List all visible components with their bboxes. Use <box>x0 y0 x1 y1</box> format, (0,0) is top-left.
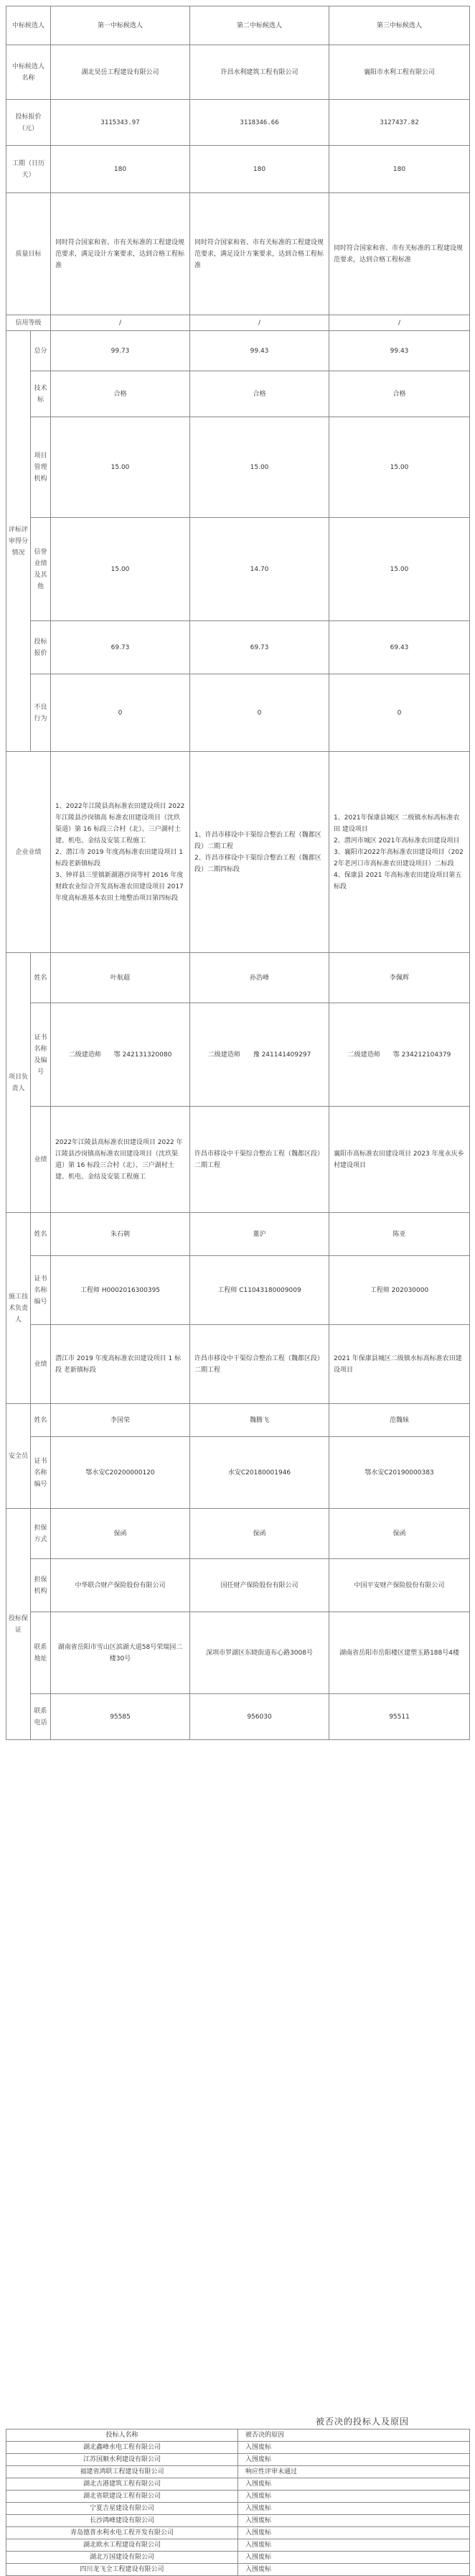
tech-lead-perf-3: 2021 年保康县城区二级镇水标高标准农田建设项目 <box>329 1325 470 1404</box>
project-lead-cert-row <box>6 1003 470 1107</box>
quality-3: 同时符合国家和省、市有关标准的工程建设规范要求，达到合格工程标准 <box>329 193 470 315</box>
tech-lead-perf-label: 业绩 <box>31 1325 51 1404</box>
bid-price-3: 3127437.82 <box>329 100 470 146</box>
rejected-header-row <box>6 2429 470 2442</box>
rejected-name: 湖北古港建筑工程有限公司 <box>6 2478 238 2491</box>
eval-row-total <box>6 331 470 371</box>
performance-label: 企业业绩 <box>6 752 51 953</box>
rejected-reason: 入围废标 <box>238 2491 470 2503</box>
guarantee-type-row <box>6 1509 470 1559</box>
project-lead-perf-label: 业绩 <box>31 1107 51 1213</box>
rejected-row <box>6 2466 470 2478</box>
guarantee-type-3: 保函 <box>329 1509 470 1559</box>
performance-third-item: 2、潜河市城区 2021年高标准农田建设项目 <box>334 837 460 845</box>
first-candidate-header: 第一中标候选人 <box>51 6 190 45</box>
performance-second <box>190 752 329 953</box>
bid-price-row <box>6 100 470 146</box>
tech-lead-name-3: 陈亚 <box>329 1213 470 1256</box>
safety-name-row <box>6 1404 470 1437</box>
performance-third-item: 4、保康县 2021 年高标准农田建设项目第五标段 <box>334 871 462 891</box>
duration-2: 180 <box>190 146 329 193</box>
performance-second-item: 2、许昌市移设中干渠综合整治工程（魏都区段）二期四标段 <box>194 854 321 873</box>
project-lead-name-1: 叶航超 <box>51 953 190 1003</box>
guarantee-org-3: 中国平安财产保险股份有限公司 <box>329 1559 470 1612</box>
eval-price-3: 69.43 <box>329 621 470 674</box>
guarantee-org-row <box>6 1559 470 1612</box>
performance-first-item: 3、钟祥县三里镇新湖港沙岗等村 2016 年度财政农业综合开发高标准农田建设项目 2017 年度高标准基本农田土地整治项目第四标段 <box>55 871 184 902</box>
rejected-row <box>6 2539 470 2552</box>
rejected-reason: 入围废标 <box>238 2478 470 2491</box>
eval-reputation-1: 15.00 <box>51 518 190 621</box>
project-lead-name-2: 孙浩峰 <box>190 953 329 1003</box>
third-candidate-header: 第三中标候选人 <box>329 6 470 45</box>
credit-2: / <box>190 315 329 331</box>
quality-2: 同时符合国家和省、市有关标准的工程建设规范要求，满足设计方案要求，达到合格工程标准 <box>190 193 329 315</box>
project-lead-cert-2: 二级建造师 豫 241141409297 <box>190 1003 329 1107</box>
rejected-row <box>6 2515 470 2527</box>
duration-row <box>6 146 470 193</box>
rejected-reason: 入围废标 <box>238 2539 470 2552</box>
header-row <box>6 6 470 45</box>
rejected-name: 湖北省联建设工程有限公司 <box>6 2491 238 2503</box>
candidate-name-2: 许昌水利建筑工程有限公司 <box>190 45 329 100</box>
guarantee-address-row <box>6 1612 470 1694</box>
eval-label-reputation: 信誉业绩及其他 <box>31 518 51 621</box>
name-row <box>6 45 470 100</box>
guarantee-org-2: 国任财产保险股份有限公司 <box>190 1559 329 1612</box>
safety-cert-2: 水安C20180001946 <box>190 1437 329 1509</box>
eval-management-2: 15.00 <box>190 417 329 518</box>
second-candidate-header: 第二中标候选人 <box>190 6 329 45</box>
guarantee-type-2: 保函 <box>190 1509 329 1559</box>
bid-price-label: 投标报价（元） <box>6 100 51 146</box>
performance-first-item: 1、2022年江陵县高标准农田建设项目 2022 年江陵县沙岗镇高 标准农田建设项目（沈玖渠道）第 16 标段三合村（北）、三户湖村土建、机电、金结及安装工程施工 <box>55 802 185 845</box>
performance-row <box>6 752 470 953</box>
rejected-reason: 入围废标 <box>238 2442 470 2454</box>
eval-technical-3: 合格 <box>329 371 470 417</box>
eval-row-technical <box>6 371 470 417</box>
tech-lead-perf-2: 许昌市移设中干渠综合整治工程（魏都区段）二期工程 <box>190 1325 329 1404</box>
safety-cert-3: 鄂水安C20190000383 <box>329 1437 470 1509</box>
eval-label-total: 总分 <box>31 331 51 371</box>
eval-total-2: 99.43 <box>190 331 329 371</box>
rejected-reason: 入围废标 <box>238 2503 470 2515</box>
project-lead-perf-2: 许昌市移设中干渠综合整治工程（魏都区段）二期工程 <box>190 1107 329 1213</box>
rejected-reason: 入围废标 <box>238 2454 470 2466</box>
eval-management-3: 15.00 <box>329 417 470 518</box>
tech-lead-name-row <box>6 1213 470 1256</box>
rejected-name: 江苏国顺水利建设有限公司 <box>6 2454 238 2466</box>
tech-lead-perf-row <box>6 1325 470 1404</box>
eval-reputation-2: 14.70 <box>190 518 329 621</box>
rejected-row <box>6 2527 470 2539</box>
rejected-col-name: 投标人名称 <box>6 2429 238 2442</box>
project-lead-name-label: 姓名 <box>31 953 51 1003</box>
guarantee-type-1: 保函 <box>51 1509 190 1559</box>
tech-lead-name-2: 董沪 <box>190 1213 329 1256</box>
rejected-name: 福建省鸿联工程建设有限公司 <box>6 2466 238 2478</box>
safety-cert-1: 鄂水安C20200000120 <box>51 1437 190 1509</box>
eval-technical-2: 合格 <box>190 371 329 417</box>
bid-price-1: 3115343.97 <box>51 100 190 146</box>
tech-lead-perf-1: 潜江市 2019 年度高标准农田建设项目 1 标段 老新镇标段 <box>51 1325 190 1404</box>
rejected-row <box>6 2442 470 2454</box>
tech-lead-cert-label: 证书名称编号 <box>31 1256 51 1325</box>
rejected-reason: 入围废标 <box>238 2527 470 2539</box>
candidate-label: 中标候选人 <box>6 6 51 45</box>
candidate-name-3: 襄阳市水利工程有限公司 <box>329 45 470 100</box>
eval-label-management: 项目管理机构 <box>31 417 51 518</box>
eval-bad-2: 0 <box>190 674 329 752</box>
rejected-name: 青岛德普水利水电工程开发有限公司 <box>6 2527 238 2539</box>
rejected-row <box>6 2454 470 2466</box>
credit-3: / <box>329 315 470 331</box>
bid-price-2: 3118346.66 <box>190 100 329 146</box>
duration-3: 180 <box>329 146 470 193</box>
tech-lead-cert-row <box>6 1256 470 1325</box>
guarantee-phone-1: 95585 <box>51 1694 190 1740</box>
rejected-reason: 入围废标 <box>238 2515 470 2527</box>
credit-label: 信用等级 <box>6 315 51 331</box>
eval-label-bad-behavior: 不良行为 <box>31 674 51 752</box>
project-lead-perf-row <box>6 1107 470 1213</box>
project-lead-perf-3: 襄阳市高标准农田建设项目 2023 年度永庆乡村建设项目 <box>329 1107 470 1213</box>
rejected-row <box>6 2503 470 2515</box>
candidate-name-1: 湖北昊岳工程建设有限公司 <box>51 45 190 100</box>
rejected-row <box>6 2552 470 2564</box>
eval-total-1: 99.73 <box>51 331 190 371</box>
guarantee-group-label: 投标保证 <box>6 1509 31 1740</box>
safety-name-label: 姓名 <box>31 1404 51 1437</box>
guarantee-phone-3: 95511 <box>329 1694 470 1740</box>
eval-bad-1: 0 <box>51 674 190 752</box>
project-lead-perf-1: 2022年江陵县高标准农田建设项目 2022 年江陵县沙岗镇高标准农田建设项目（沈玖渠道）第 16 标段三合村（北）、三户湖村土建、机电、金结及安装工程施工 <box>51 1107 190 1213</box>
rejected-row <box>6 2564 470 2576</box>
eval-price-1: 69.73 <box>51 621 190 674</box>
guarantee-phone-label: 联系电话 <box>31 1694 51 1740</box>
performance-third-item: 3、襄阳市2022年高标准农田建设项目（2022年老河口市高标准农田建设项目）二标段 <box>334 848 464 868</box>
credit-row <box>6 315 470 331</box>
safety-name-2: 魏腾飞 <box>190 1404 329 1437</box>
rejected-name: 湖北鑫峰水电工程有限公司 <box>6 2442 238 2454</box>
rejected-title: 被否决的投标人及原因 <box>316 2417 410 2427</box>
evaluation-group-label: 评标评审得分情况 <box>6 331 31 752</box>
performance-first-item: 2、潜江市 2019 年度高标准农田建设项目 1 标段老新镇标段 <box>55 848 183 868</box>
tech-lead-name-1: 朱石朝 <box>51 1213 190 1256</box>
eval-row-management <box>6 417 470 518</box>
guarantee-org-label: 担保机构 <box>31 1559 51 1612</box>
quality-row <box>6 193 470 315</box>
tech-lead-name-label: 姓名 <box>31 1213 51 1256</box>
rejected-row <box>6 2478 470 2491</box>
quality-1: 同时符合国家和省、市有关标准的工程建设规范要求，满足设计方案要求，达到合格工程标准 <box>51 193 190 315</box>
eval-reputation-3: 15.00 <box>329 518 470 621</box>
duration-1: 180 <box>51 146 190 193</box>
eval-label-technical: 技术标 <box>31 371 51 417</box>
guarantee-address-label: 联系地址 <box>31 1612 51 1694</box>
safety-name-3: 范魏妹 <box>329 1404 470 1437</box>
rejected-name: 湖北万国建设有限公司 <box>6 2552 238 2564</box>
rejected-reason: 入围废标 <box>238 2552 470 2564</box>
performance-first <box>51 752 190 953</box>
safety-group-label: 安全员 <box>6 1404 31 1509</box>
performance-third <box>329 752 470 953</box>
performance-second-item: 1、许昌市移设中干渠综合整治工程（魏都区段）二期工程 <box>194 831 321 850</box>
name-label: 中标候选人名称 <box>6 45 51 100</box>
eval-row-reputation <box>6 518 470 621</box>
guarantee-phone-row <box>6 1694 470 1740</box>
eval-row-bad-behavior <box>6 674 470 752</box>
safety-cert-row <box>6 1437 470 1509</box>
tech-lead-cert-2: 工程师 C11043180009009 <box>190 1256 329 1325</box>
credit-1: / <box>51 315 190 331</box>
safety-cert-label: 证书名称编号 <box>31 1437 51 1509</box>
rejected-name: 宁夏吉星建设有限公司 <box>6 2503 238 2515</box>
guarantee-address-2: 深圳市罗湖区东晓街道布心路3008号 <box>190 1612 329 1694</box>
project-lead-cert-1: 二级建造师 鄂 242131320080 <box>51 1003 190 1107</box>
project-lead-cert-3: 二级建造师 鄂 234212104379 <box>329 1003 470 1107</box>
eval-technical-1: 合格 <box>51 371 190 417</box>
rejected-table <box>6 2429 470 2576</box>
rejected-row <box>6 2491 470 2503</box>
tech-lead-cert-3: 工程师 202030000 <box>329 1256 470 1325</box>
eval-label-price: 投标报价 <box>31 621 51 674</box>
guarantee-address-3: 湖南省岳阳市岳阳楼区建塑玉路188号4楼 <box>329 1612 470 1694</box>
guarantee-type-label: 担保方式 <box>31 1509 51 1559</box>
tech-lead-group-label: 施工技术负责人 <box>6 1213 31 1404</box>
eval-bad-3: 0 <box>329 674 470 752</box>
rejected-reason: 响应性评审未通过 <box>238 2466 470 2478</box>
rejected-name: 长沙鸿峰建设有限公司 <box>6 2515 238 2527</box>
project-lead-group-label: 项目负责人 <box>6 953 31 1213</box>
project-lead-name-3: 李佩辉 <box>329 953 470 1003</box>
candidates-table <box>6 6 470 1740</box>
rejected-name: 四川龙飞全工程建设有限公司 <box>6 2564 238 2576</box>
project-lead-cert-label: 证书名称及编号 <box>31 1003 51 1107</box>
tech-lead-cert-1: 工程师 H0002016300395 <box>51 1256 190 1325</box>
project-lead-name-row <box>6 953 470 1003</box>
quality-label: 质量目标 <box>6 193 51 315</box>
duration-label: 工期（日历天） <box>6 146 51 193</box>
guarantee-phone-2: 956030 <box>190 1694 329 1740</box>
guarantee-org-1: 中华联合财产保险股份有限公司 <box>51 1559 190 1612</box>
safety-name-1: 李国荣 <box>51 1404 190 1437</box>
rejected-col-reason: 被否决的原因 <box>238 2429 470 2442</box>
performance-third-item: 1、2021年保康县城区 二级镇水标高标准农田 建设项目 <box>334 814 460 833</box>
eval-total-3: 99.43 <box>329 331 470 371</box>
eval-row-price <box>6 621 470 674</box>
rejected-reason: 入围废标 <box>238 2564 470 2576</box>
eval-management-1: 15.00 <box>51 417 190 518</box>
rejected-name: 湖北欧水工程建设有限公司 <box>6 2539 238 2552</box>
eval-price-2: 69.73 <box>190 621 329 674</box>
guarantee-address-1: 湖南省岳阳市雪山区滨湖大道58号荣瑞园二楼30号 <box>51 1612 190 1694</box>
